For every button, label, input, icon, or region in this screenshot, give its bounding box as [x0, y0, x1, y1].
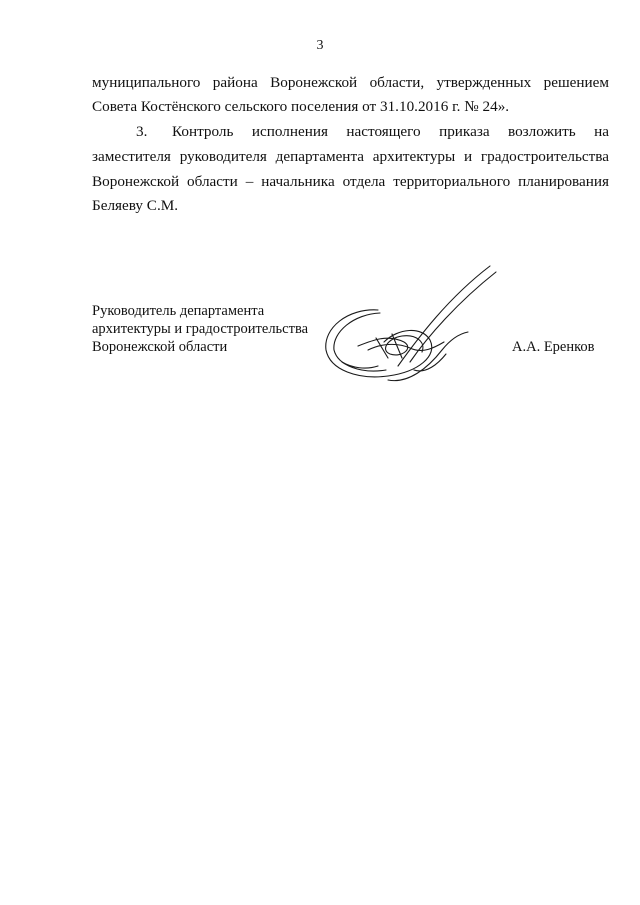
page-number: 3 [316, 38, 324, 53]
handwritten-signature [318, 258, 518, 398]
body-line-6: Беляеву С.М. [92, 197, 179, 214]
signer-name: А.А. Еренков [512, 339, 595, 355]
body-line-4: заместителя руководителя департамента архитектуры и градостроительства [92, 148, 609, 165]
body-line-5: Воронежской области – начальника отдела территориального планирования [92, 173, 609, 190]
body-line-1: муниципального района Воронежской области, утвержденных решением [92, 74, 609, 91]
signer-title-line-2: архитектуры и градостроительства [92, 321, 309, 337]
body-line-3: Контроль исполнения настоящего приказа возложить на [172, 123, 609, 140]
signer-title-line-1: Руководитель департамента [92, 303, 265, 319]
item-number: 3. [136, 123, 148, 140]
signer-title-line-3: Воронежской области [92, 339, 228, 355]
body-line-2: Совета Костёнского сельского поселения от 31.10.2016 г. № 24». [92, 98, 510, 115]
